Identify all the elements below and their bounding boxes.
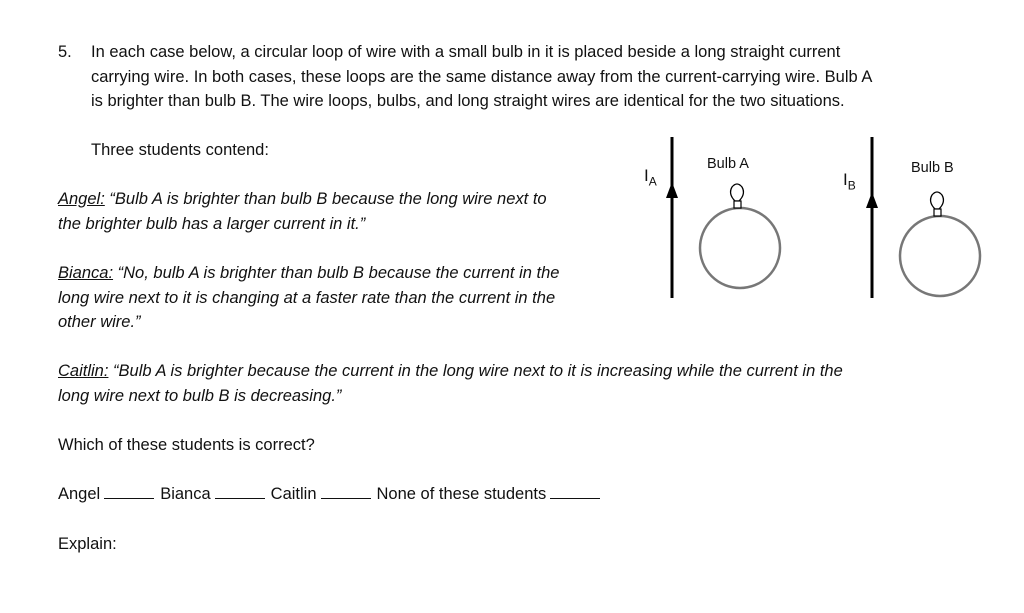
choice-none: None of these students (376, 485, 547, 503)
statement-text: the brighter bulb has a larger current in it.” (58, 214, 366, 233)
explain-label: Explain: (58, 535, 117, 553)
current-symbol: I (644, 166, 649, 185)
bulb-a-label: Bulb A (707, 156, 749, 172)
wire-loop-a (700, 208, 780, 288)
current-label-a (644, 164, 657, 194)
current-subscript: B (847, 178, 856, 193)
intro-text: Three students contend: (91, 141, 269, 159)
statement-text: “Bulb A is brighter because the current in the long wire next to it is increasing while the current in the (113, 362, 843, 380)
question-line-3: is brighter than bulb B. The wire loops, bulbs, and long straight wires are identical for the two situations. (91, 92, 845, 110)
current-label-b (843, 168, 856, 198)
current-subscript: A (648, 174, 657, 189)
prompt-text: Which of these students is correct? (58, 436, 315, 454)
current-symbol: I (843, 170, 848, 189)
bulb-b-icon (931, 192, 944, 216)
question-line-2: carrying wire. In both cases, these loops are the same distance away from the current-carrying wire. Bulb A (91, 67, 873, 86)
statement-text: other wire.” (58, 313, 141, 331)
choice-caitlin: Caitlin (270, 485, 317, 503)
student-name: Bianca: (58, 264, 114, 282)
question-number: 5. (58, 43, 72, 61)
student-name: Angel: (58, 190, 105, 208)
current-arrow-b-icon (866, 192, 878, 208)
statement-text: “No, bulb A is brighter than bulb B because the current in the (117, 264, 560, 282)
bulb-b-label: Bulb B (911, 160, 954, 176)
choice-bianca: Bianca (160, 485, 211, 503)
choice-angel: Angel (58, 485, 101, 503)
student-name: Caitlin: (58, 362, 109, 380)
statement-text: long wire next to bulb B is decreasing.” (58, 386, 342, 405)
statement-text: long wire next to it is changing at a faster rate than the current in the (58, 288, 556, 307)
wire-loop-b (900, 216, 980, 296)
question-line-1: In each case below, a circular loop of wire with a small bulb in it is placed beside a long straight current (91, 43, 841, 61)
statement-text: “Bulb A is brighter than bulb B because the long wire next to (109, 190, 547, 208)
bulb-a-icon (731, 184, 744, 208)
current-arrow-a-icon (666, 182, 678, 198)
